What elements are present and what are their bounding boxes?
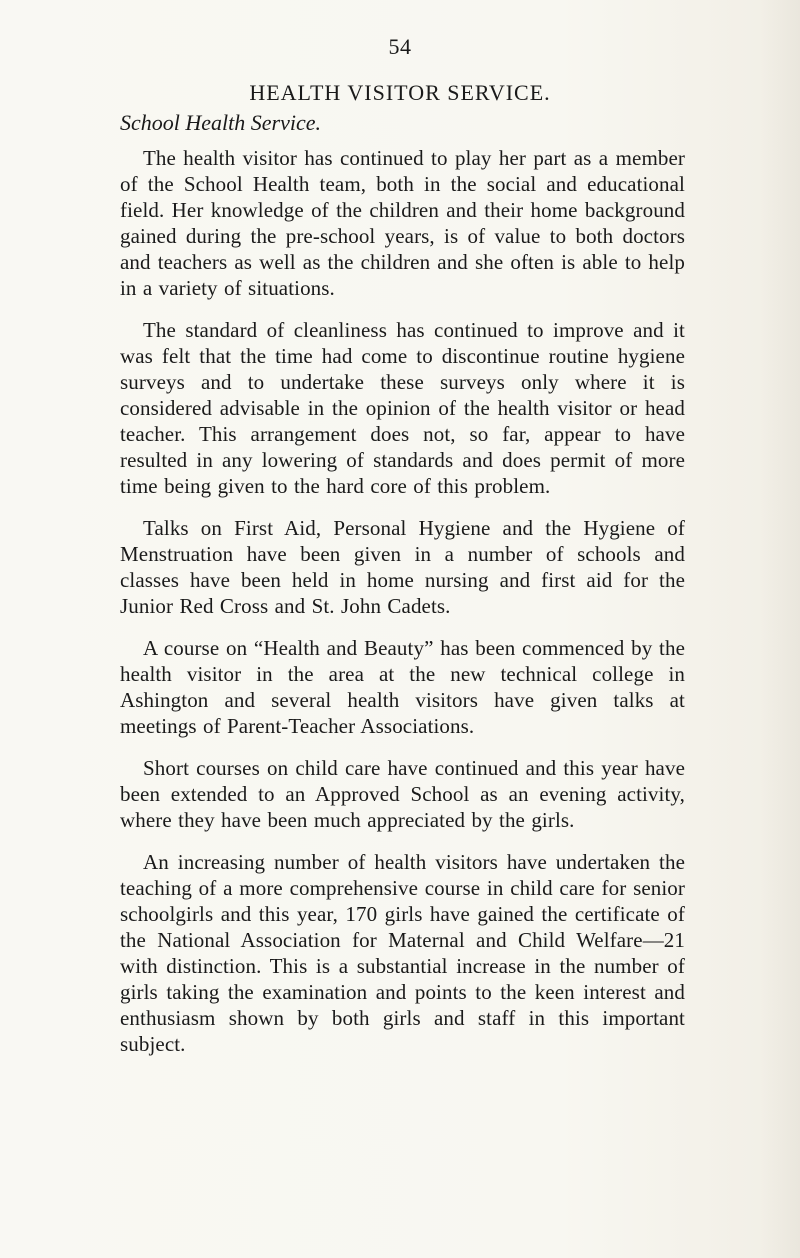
page-title: HEALTH VISITOR SERVICE. (249, 80, 551, 105)
paragraph: An increasing number of health visitors have undertaken the teaching of a more comprehensive course in child care for senior schoolgirls and this year, 170 girls have gained the certificate of the National Association for Maternal and Child Welfare—21 with distinction. This is a substantial increase in the number of girls taking the examination and points to the keen interest and enthusiasm shown by both girls and staff in this important subject. (120, 850, 685, 1056)
page-edge-shadow (760, 0, 800, 1258)
paragraph: The standard of cleanliness has continued to improve and it was felt that the time had come to discontinue routine hygiene surveys and to undertake these surveys only where it is considered advisable in the opinion of the health visitor or head teacher. This arrangement does not, so far, appear to have resulted in any lowering of standards and does permit of more time being given to the hard core of this problem. (120, 318, 685, 498)
paragraph: Talks on First Aid, Personal Hygiene and the Hygiene of Menstruation have been given in a number of schools and classes have been held in home nursing and first aid for the Junior Red Cross and St. John Cadets. (120, 516, 685, 618)
section-heading: School Health Service. (120, 110, 321, 135)
paragraph: The health visitor has continued to play her part as a member of the School Health team, both in the social and educational field. Her knowledge of the children and their home background gained during the pre-school years, is of value to both doctors and teachers as well as the children and she often is able to help in a variety of situations. (120, 146, 685, 300)
paragraph: A course on “Health and Beauty” has been commenced by the health visitor in the area at the new technical college in Ashington and several health visitors have given talks at meetings of Parent-Teacher Associations. (120, 636, 685, 738)
document-body (120, 110, 685, 1073)
paragraph: Short courses on child care have continued and this year have been extended to an Approved School as an evening activity, where they have been much appreciated by the girls. (120, 756, 685, 832)
page-number: 54 (388, 34, 412, 59)
